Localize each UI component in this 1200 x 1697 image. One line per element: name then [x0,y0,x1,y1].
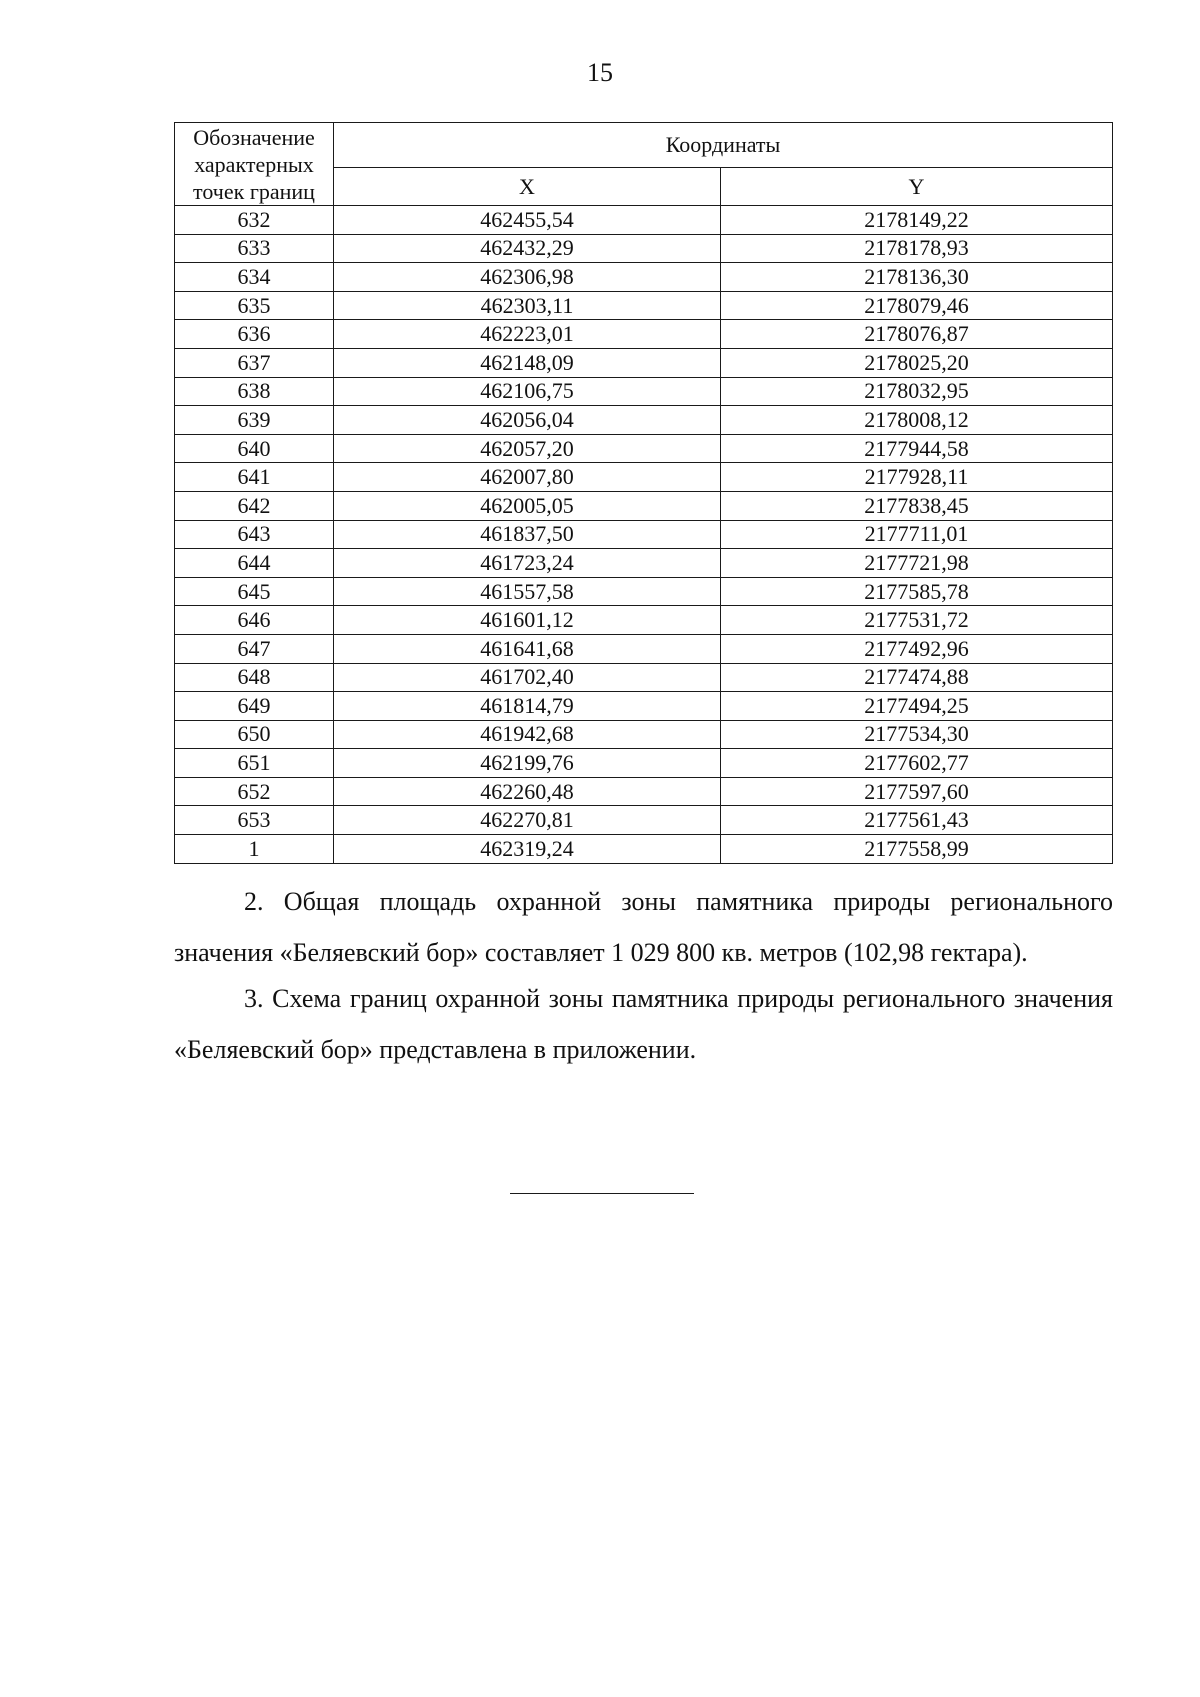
cell-y: 2177561,43 [721,806,1113,835]
table-row [175,377,1113,406]
cell-x: 462005,05 [334,491,721,520]
cell-point: 638 [175,377,334,406]
cell-y: 2177558,99 [721,835,1113,864]
cell-x: 462106,75 [334,377,721,406]
cell-y: 2177492,96 [721,634,1113,663]
table-row [175,835,1113,864]
cell-y: 2177534,30 [721,720,1113,749]
cell-point: 644 [175,549,334,578]
cell-x: 462199,76 [334,749,721,778]
header-x: X [334,168,721,206]
table-header-row [175,123,1113,168]
cell-y: 2178008,12 [721,406,1113,435]
table-row [175,406,1113,435]
cell-x: 462303,11 [334,291,721,320]
cell-point: 641 [175,463,334,492]
header-y: Y [721,168,1113,206]
cell-x: 461942,68 [334,720,721,749]
cell-point: 643 [175,520,334,549]
table-body [175,206,1113,864]
cell-y: 2178079,46 [721,291,1113,320]
cell-x: 461601,12 [334,606,721,635]
cell-y: 2177721,98 [721,549,1113,578]
table-row [175,577,1113,606]
table-row [175,606,1113,635]
cell-y: 2178025,20 [721,348,1113,377]
cell-y: 2178032,95 [721,377,1113,406]
cell-point: 645 [175,577,334,606]
cell-y: 2177838,45 [721,491,1113,520]
paragraph-scheme-reference [174,973,1113,1075]
cell-x: 462306,98 [334,263,721,292]
table-row [175,434,1113,463]
table-row [175,348,1113,377]
table-row [175,520,1113,549]
cell-point: 632 [175,206,334,235]
table-row [175,206,1113,235]
table-row [175,549,1113,578]
paragraph-total-area-text: 2. Общая площадь охранной зоны памятника природы регионального значения «Беляевский бор» составляет 1 029 800 кв. метров (102,98 гектара). [174,887,1113,967]
table-row [175,234,1113,263]
table-row [175,320,1113,349]
end-of-document-rule [510,1193,694,1194]
table-row [175,777,1113,806]
cell-point: 634 [175,263,334,292]
cell-y: 2177928,11 [721,463,1113,492]
cell-x: 461814,79 [334,692,721,721]
cell-point: 652 [175,777,334,806]
table-row [175,263,1113,292]
cell-x: 461557,58 [334,577,721,606]
cell-x: 461837,50 [334,520,721,549]
cell-x: 462260,48 [334,777,721,806]
cell-x: 462007,80 [334,463,721,492]
cell-x: 462148,09 [334,348,721,377]
cell-point: 636 [175,320,334,349]
header-coordinates: Координаты [334,123,1113,168]
cell-x: 462057,20 [334,434,721,463]
table-row [175,491,1113,520]
cell-y: 2177585,78 [721,577,1113,606]
table-row [175,663,1113,692]
cell-y: 2177602,77 [721,749,1113,778]
cell-y: 2177494,25 [721,692,1113,721]
cell-point: 651 [175,749,334,778]
table-row [175,634,1113,663]
table-row [175,692,1113,721]
cell-y: 2178149,22 [721,206,1113,235]
cell-point: 650 [175,720,334,749]
cell-point: 639 [175,406,334,435]
cell-y: 2177711,01 [721,520,1113,549]
cell-y: 2177474,88 [721,663,1113,692]
page-number: 15 [587,58,613,87]
cell-x: 462455,54 [334,206,721,235]
cell-point: 633 [175,234,334,263]
header-point-designation: Обозначение характерных точек границ [175,123,334,206]
cell-x: 462432,29 [334,234,721,263]
cell-x: 462319,24 [334,835,721,864]
cell-point: 635 [175,291,334,320]
cell-y: 2177944,58 [721,434,1113,463]
cell-point: 649 [175,692,334,721]
cell-y: 2177597,60 [721,777,1113,806]
cell-x: 462270,81 [334,806,721,835]
cell-x: 461641,68 [334,634,721,663]
cell-point: 647 [175,634,334,663]
cell-point: 637 [175,348,334,377]
cell-x: 462056,04 [334,406,721,435]
cell-y: 2178076,87 [721,320,1113,349]
table-row [175,749,1113,778]
cell-x: 462223,01 [334,320,721,349]
table-row [175,463,1113,492]
cell-y: 2178136,30 [721,263,1113,292]
cell-point: 640 [175,434,334,463]
table-row [175,291,1113,320]
cell-point: 653 [175,806,334,835]
table-row [175,806,1113,835]
cell-y: 2177531,72 [721,606,1113,635]
coordinates-table [174,122,1113,864]
cell-x: 461723,24 [334,549,721,578]
table-row [175,720,1113,749]
paragraph-total-area [174,876,1113,978]
cell-x: 461702,40 [334,663,721,692]
cell-point: 648 [175,663,334,692]
cell-point: 646 [175,606,334,635]
paragraph-scheme-reference-text: 3. Схема границ охранной зоны памятника природы регионального значения «Беляевский бор» представлена в приложении. [174,984,1113,1064]
cell-y: 2178178,93 [721,234,1113,263]
cell-point: 642 [175,491,334,520]
cell-point: 1 [175,835,334,864]
